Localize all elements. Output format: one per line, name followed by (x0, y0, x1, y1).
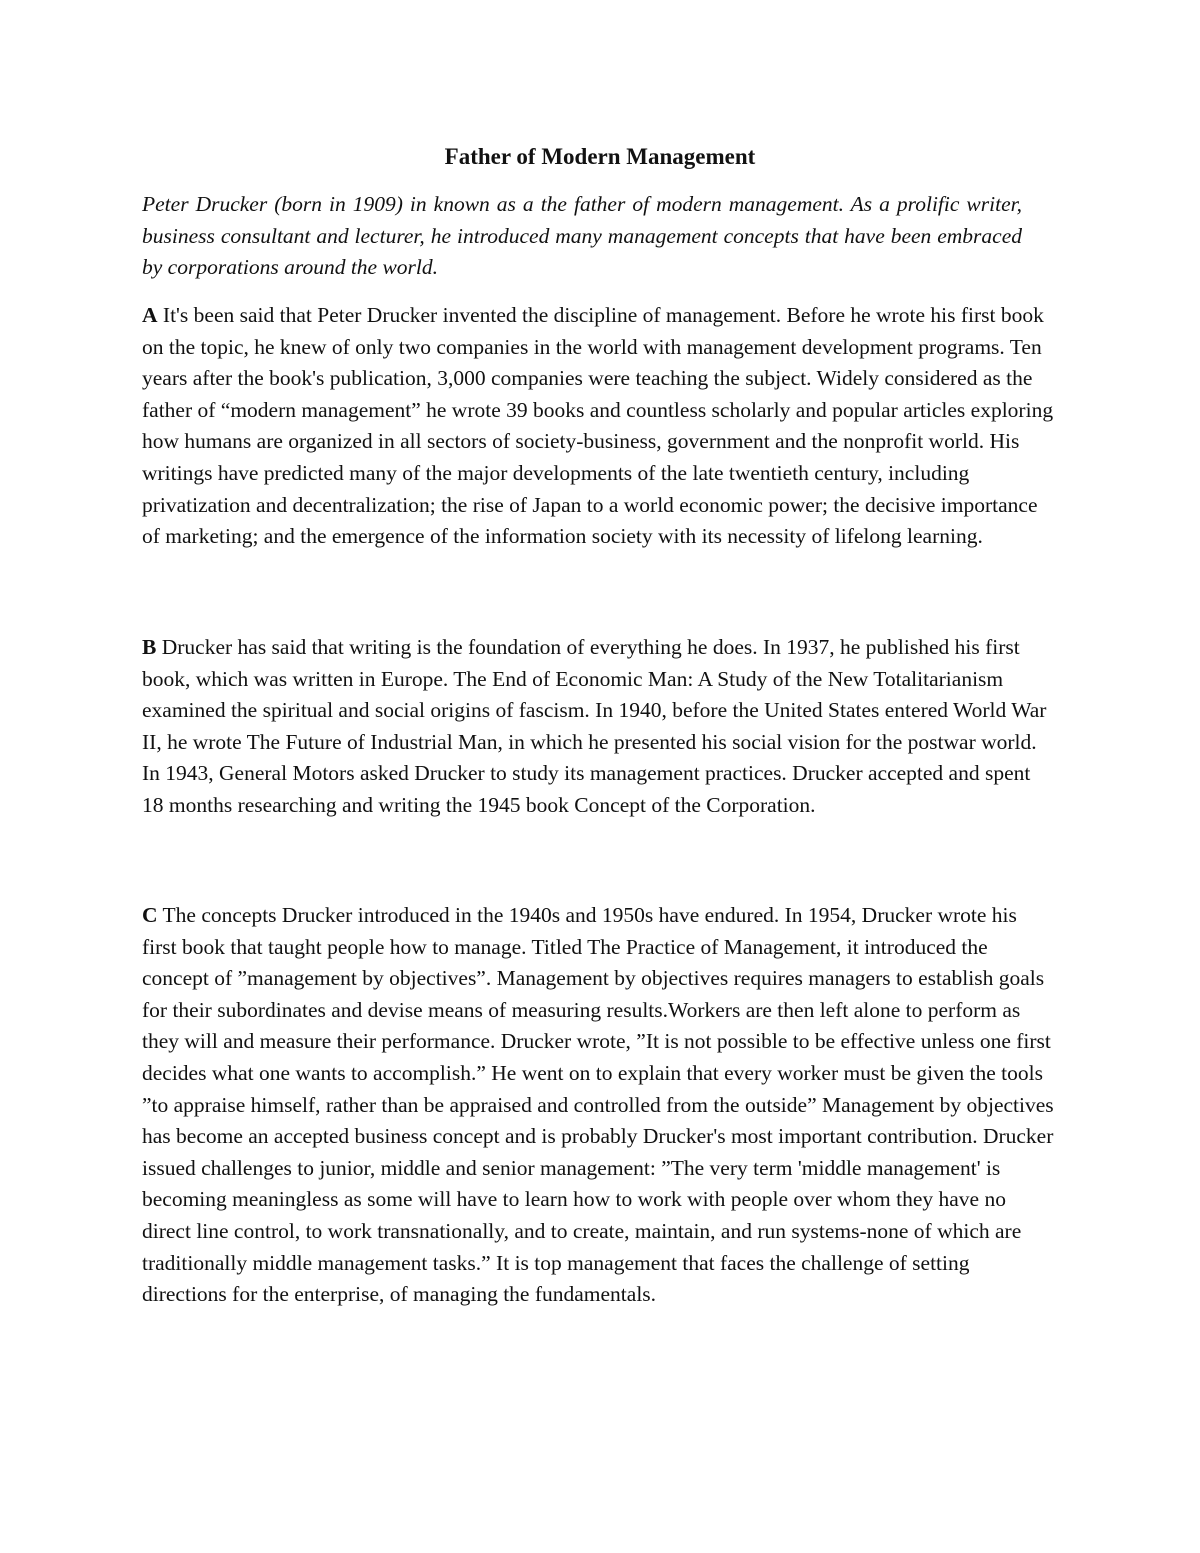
paragraph-b (142, 632, 1054, 822)
document-title: Father of Modern Management (444, 144, 756, 169)
paragraph-c (142, 900, 1054, 1311)
paragraph-text: Drucker has said that writing is the foundation of everything he does. In 1937, he published his first book, which was written in Europe. The End of Economic Man: A Study of the New Totalitarianism examined the spiritual and social origins of fascism. In 1940, before the United States entered World War II, he wrote The Future of Industrial Man, in which he presented his social vision for the postwar world. In 1943, General Motors asked Drucker to study its management practices. Drucker accepted and spent 18 months researching and writing the 1945 book Concept of the Corporation. (142, 635, 1047, 817)
paragraph-letter: B (142, 635, 157, 659)
paragraph-letter: A (142, 303, 158, 327)
paragraph-text: It's been said that Peter Drucker invented the discipline of management. Before he wrote his first book on the topic, he knew of only two companies in the world with management development programs. Ten years after the book's publication, 3,000 companies were teaching the subject. Widely considered as the father of “modern management” he wrote 39 books and countless scholarly and popular articles exploring how humans are organized in all sectors of society-business, government and the nonprofit world. His writings have predicted many of the major developments of the late twentieth century, including privatization and decentralization; the rise of Japan to a world economic power; the decisive importance of marketing; and the emergence of the information society with its necessity of lifelong learning. (142, 303, 1054, 549)
paragraph-text: The concepts Drucker introduced in the 1940s and 1950s have endured. In 1954, Drucker wrote his first book that taught people how to manage. Titled The Practice of Management, it introduced the concept of ”management by objectives”. Management by objectives requires managers to establish goals for their subordinates and devise means of measuring results.Workers are then left alone to perform as they will and measure their performance. Drucker wrote, ”It is not possible to be effective unless one first decides what one wants to accomplish.” He went on to explain that every worker must be given the tools ”to appraise himself, rather than be appraised and controlled from the outside” Management by objectives has become an accepted business concept and is probably Drucker's most important contribution. Drucker issued challenges to junior, middle and senior management: ”The very term 'middle management' is becoming meaningless as some will have to learn how to work with people over whom they have no direct line control, to work transnationally, and to create, maintain, and run systems-none of which are traditionally middle management tasks.” It is top management that faces the challenge of setting directions for the enterprise, of managing the fundamentals. (142, 903, 1054, 1307)
intro-paragraph: Peter Drucker (born in 1909) in known as a the father of modern management. As a prolific writer, business consultant and lecturer, he introduced many management concepts that have been embraced by corporations around the world. (142, 192, 1022, 279)
paragraph-letter: C (142, 903, 158, 927)
paragraph-a (142, 300, 1054, 553)
